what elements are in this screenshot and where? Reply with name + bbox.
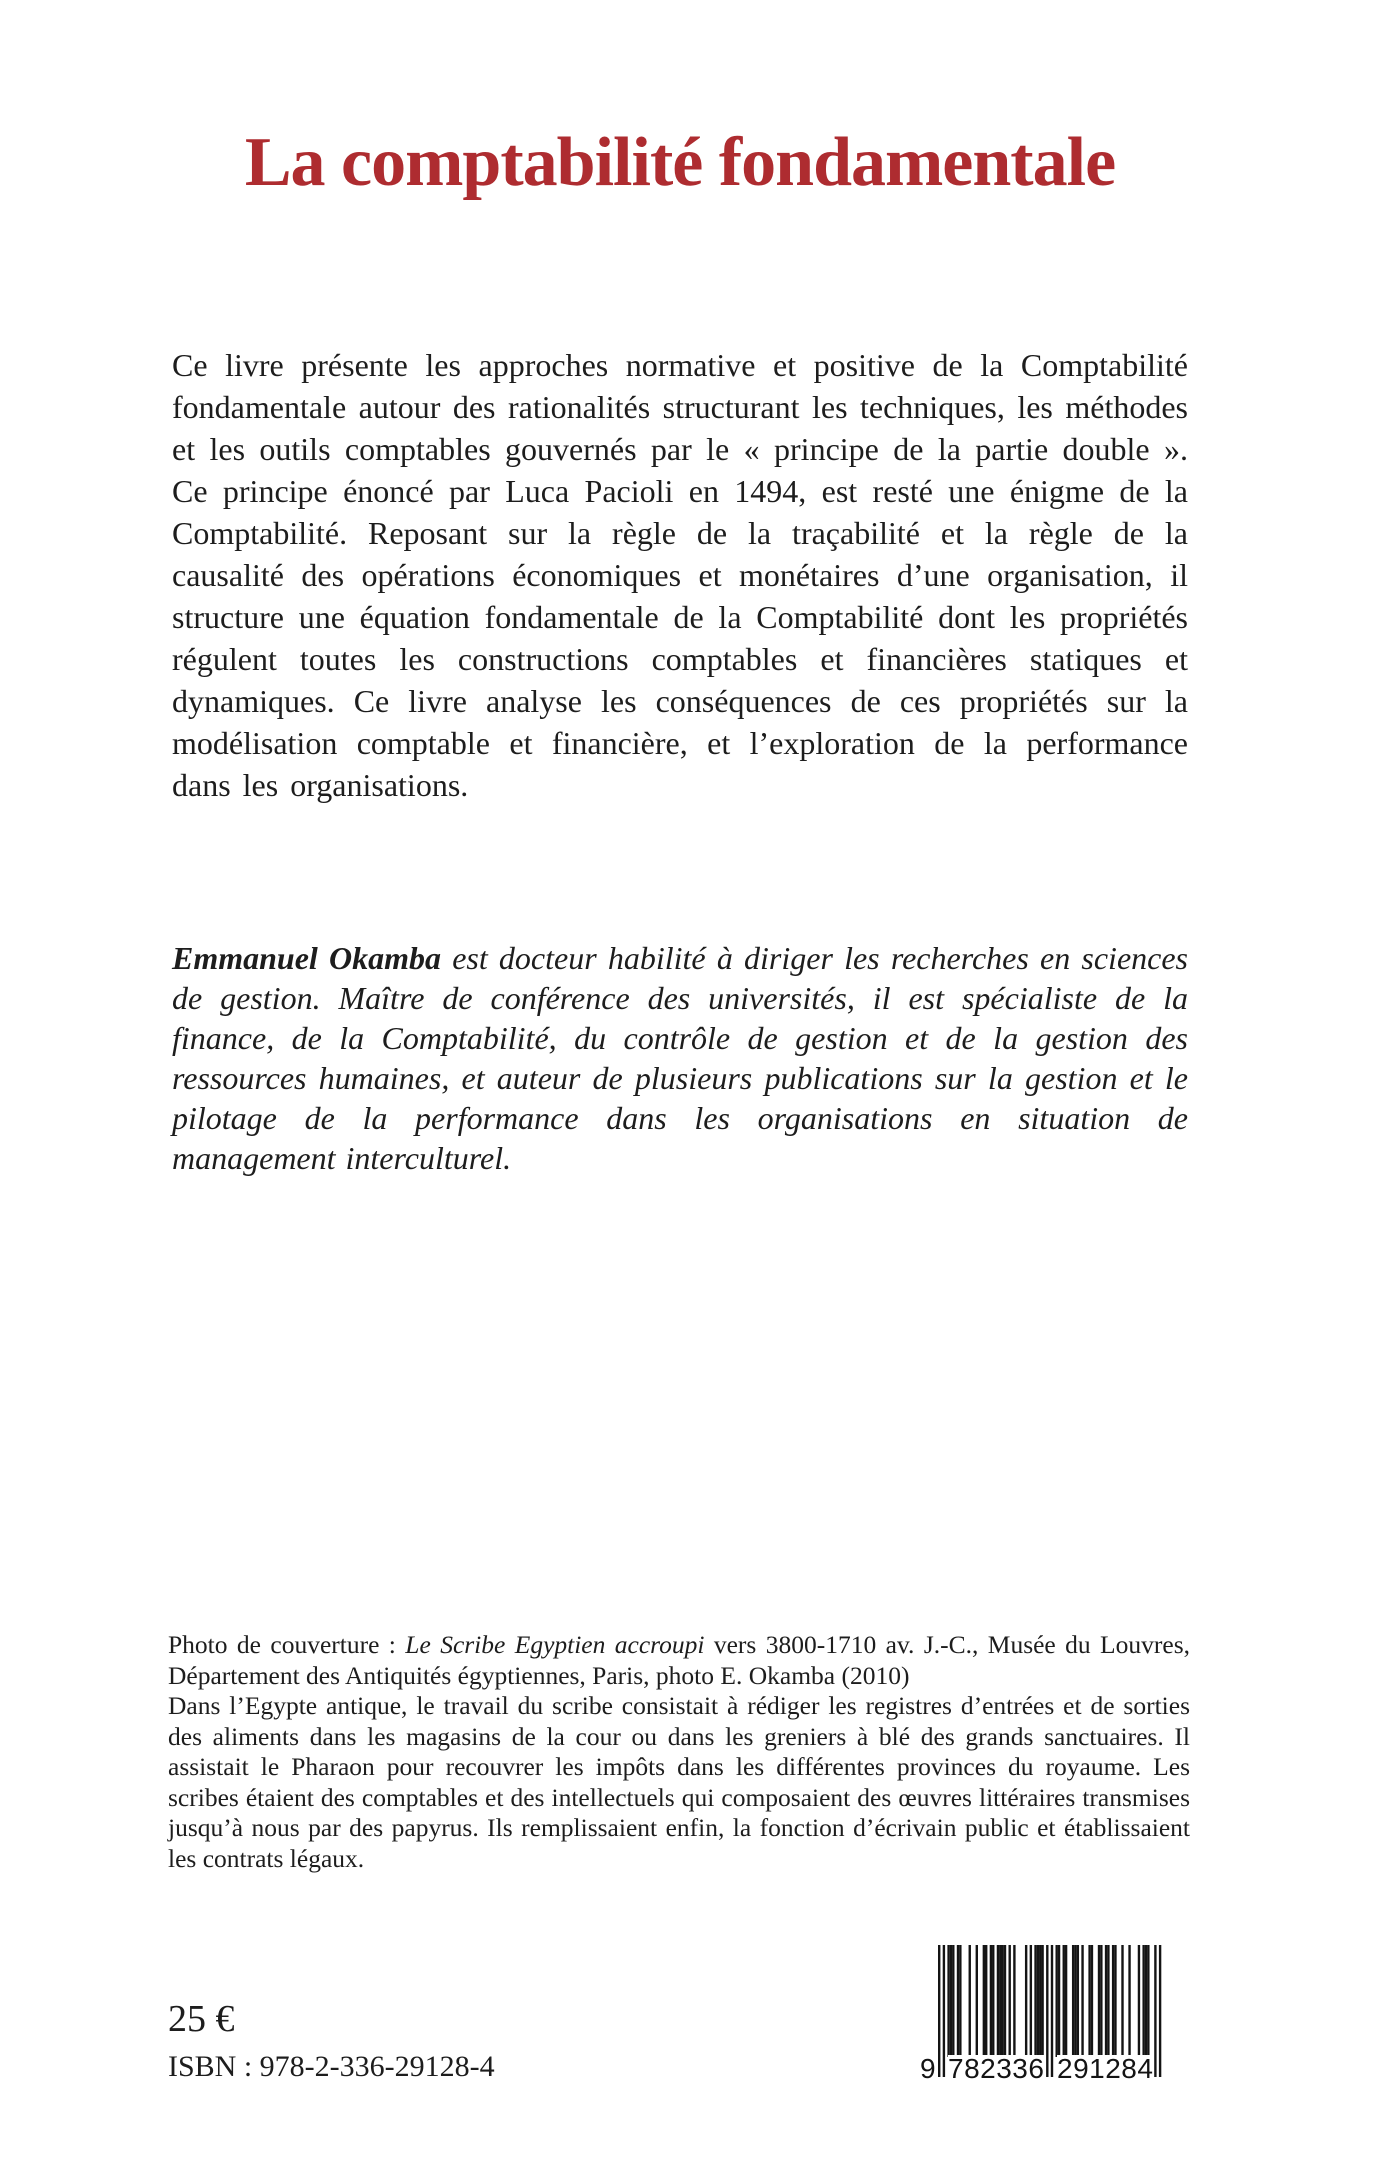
barcode-digit-lead: 9 xyxy=(920,2053,937,2084)
barcode-digits-left: 782336 xyxy=(948,2053,1045,2084)
photo-note-body: Dans l’Egypte antique, le travail du scribe consistait à rédiger les registres d’entrées et de sorties des aliments dans les magasins de la cour ou dans les greniers à blé des grands sanctuaires. Il assistait le Pharaon pour recouvrer les impôts dans les différentes provinces du royaume. Les scribes étaient des comptables et des intellectuels qui composaient des œuvres littéraires transmises jusqu’à nous par des papyrus. Ils remplissaient enfin, la fonction d’écrivain public et établissaient les contrats légaux. xyxy=(168,1691,1190,1873)
photo-title: Le Scribe Egyptien accroupi xyxy=(405,1630,705,1659)
author-bio xyxy=(172,938,1188,1178)
book-description: Ce livre présente les approches normative et positive de la Comptabilité fondamentale autour des rationalités structurant les techniques, les méthodes et les outils comptables gouvernés par le « principe de la partie double ». Ce principe énoncé par Luca Pacioli en 1494, est resté une énigme de la Comptabilité. Reposant sur la règle de la traçabilité et la règle de la causalité des opérations économiques et monétaires d’une organisation, il structure une équation fondamentale de la Comptabilité dont les propriétés régulent toutes les constructions comptables et financières statiques et dynamiques. Ce livre analyse les conséquences de ces propriétés sur la modélisation comptable et financière, et l’exploration de la performance dans les organisations. xyxy=(172,347,1188,803)
author-bio-text: est docteur habilité à diriger les recherches en sciences de gestion. Maître de conférence des universités, il est spécialiste de la finance, de la Comptabilité, du contrôle de gestion et de la gestion des ressources humaines, et auteur de plusieurs publications sur la gestion et le pilotage de la performance dans les organisations en situation de management interculturel. xyxy=(172,940,1188,1176)
price: 25 € xyxy=(168,1998,235,2040)
photo-credit-suffix: vers 3800-1710 av. J.-C., Musée du Louvres, Département des Antiquités égyptiennes, Paris, photo E. Okamba (2010) xyxy=(168,1630,1190,1690)
isbn: ISBN : 978-2-336-29128-4 xyxy=(168,2050,495,2083)
ean13-barcode xyxy=(920,1945,1178,2087)
author-name: Emmanuel Okamba xyxy=(172,940,441,976)
book-title: La comptabilité fondamentale xyxy=(244,124,1116,201)
photo-credit-prefix: Photo de couverture : xyxy=(168,1630,406,1659)
barcode-digits-right: 291284 xyxy=(1057,2053,1154,2084)
cover-photo-note xyxy=(168,1630,1190,1874)
photo-credit-line xyxy=(168,1630,1190,1691)
